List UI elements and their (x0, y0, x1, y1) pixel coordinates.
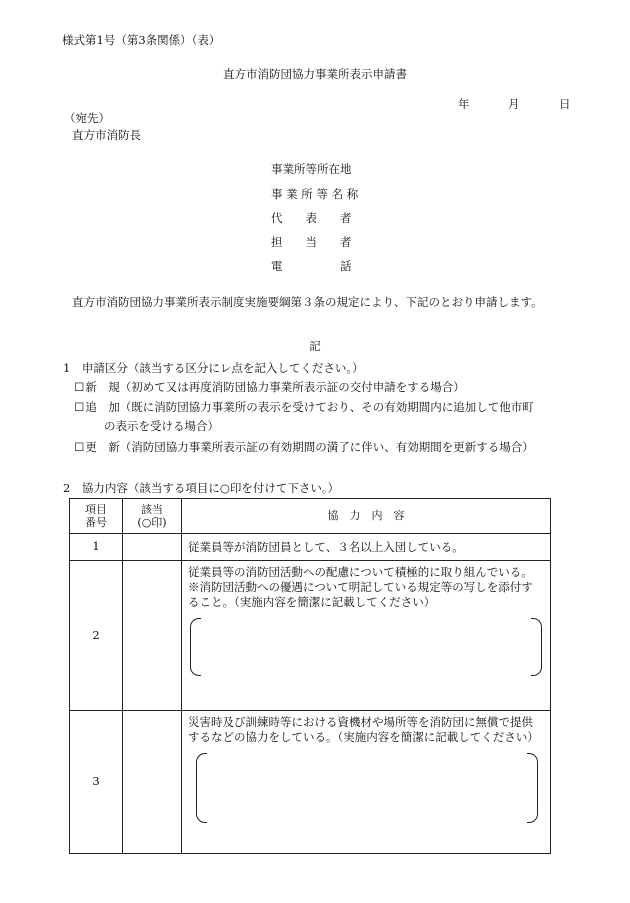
row1-content: 従業員等が消防団員として、３名以上入団している。 (182, 534, 551, 561)
option-new-label: 新 規（初めて又は再度消防団協力事業所表示証の交付申請をする場合） (85, 380, 465, 394)
row2-note: ※消防団活動への優遇について明記している規定等の写しを添付すること。（実施内容を簡潔に記載してください） (188, 579, 533, 609)
checkbox-add[interactable]: ☐ (74, 400, 85, 414)
option-renew[interactable] (74, 440, 534, 456)
addressee: 直方市消防長 (72, 128, 141, 142)
date-year-label: 年 (458, 97, 470, 111)
row1-number: 1 (70, 534, 123, 561)
left-bracket (196, 753, 207, 823)
row2-content (182, 561, 551, 711)
table-row (70, 711, 551, 854)
row3-number: 3 (70, 711, 123, 854)
option-add-label: 追 加（既に消防団協力事業所の表示を受けており、その有効期間内に追加して他市町 (85, 400, 534, 414)
option-renew-label: 更 新（消防団協力事業所表示証の有効期間の満了に伴い、有効期間を更新する場合） (85, 440, 534, 454)
date-day-label: 日 (559, 97, 571, 111)
field-representative-label: 代 表 者 (271, 211, 352, 225)
cooperation-table (69, 498, 551, 854)
field-name-label: 事 業 所 等 名 称 (271, 187, 359, 201)
row3-check-cell[interactable] (123, 711, 182, 854)
form-number: 様式第1号（第3条関係）（表） (62, 33, 221, 47)
header-applicable: 該当 (○印) (123, 499, 182, 534)
checkbox-new[interactable]: ☐ (74, 380, 85, 394)
row3-text: 災害時及び訓練時等における資機材や場所等を消防団に無償で提供するなどの協力をしている。（実施内容を簡潔に記載してください） (188, 715, 539, 744)
table-header-row (70, 499, 551, 534)
row3-content (182, 711, 551, 854)
field-phone-label: 電 話 (271, 259, 352, 273)
checkbox-renew[interactable]: ☐ (74, 440, 85, 454)
addressee-label: （宛先） (64, 111, 110, 125)
option-add-continuation: の表示を受ける場合） (104, 419, 219, 433)
date-month-label: 月 (508, 97, 520, 111)
table-row (70, 534, 551, 561)
header-item-no: 項目 番号 (70, 499, 123, 534)
header-content: 協 力 内 容 (182, 499, 551, 534)
section2-heading: 2 協力内容（該当する項目に○印を付けて下さい。） (63, 481, 340, 495)
right-bracket (527, 753, 538, 823)
body-text: 直方市消防団協力事業所表示制度実施要綱第３条の規定により、下記のとおり申請します。 (72, 295, 543, 309)
row2-number: 2 (70, 561, 123, 711)
table-row (70, 561, 551, 711)
field-location-label: 事業所等所在地 (271, 162, 352, 176)
document-title: 直方市消防団協力事業所表示申請書 (223, 67, 407, 81)
row1-check-cell[interactable] (123, 534, 182, 561)
row2-text: 従業員等の消防団活動への配慮について積極的に取り組んでいる。 (188, 565, 533, 579)
row2-detail-input[interactable] (190, 618, 542, 676)
row2-check-cell[interactable] (123, 561, 182, 711)
left-bracket (190, 618, 201, 676)
right-bracket (531, 618, 542, 676)
ki-heading: 記 (309, 339, 321, 353)
row3-detail-input[interactable] (196, 753, 538, 823)
option-new[interactable] (74, 380, 465, 396)
option-add[interactable] (74, 400, 534, 416)
section1-heading: 1 申請区分（該当する区分にレ点を記入してください。） (63, 361, 364, 375)
field-contact-person-label: 担 当 者 (271, 235, 352, 249)
